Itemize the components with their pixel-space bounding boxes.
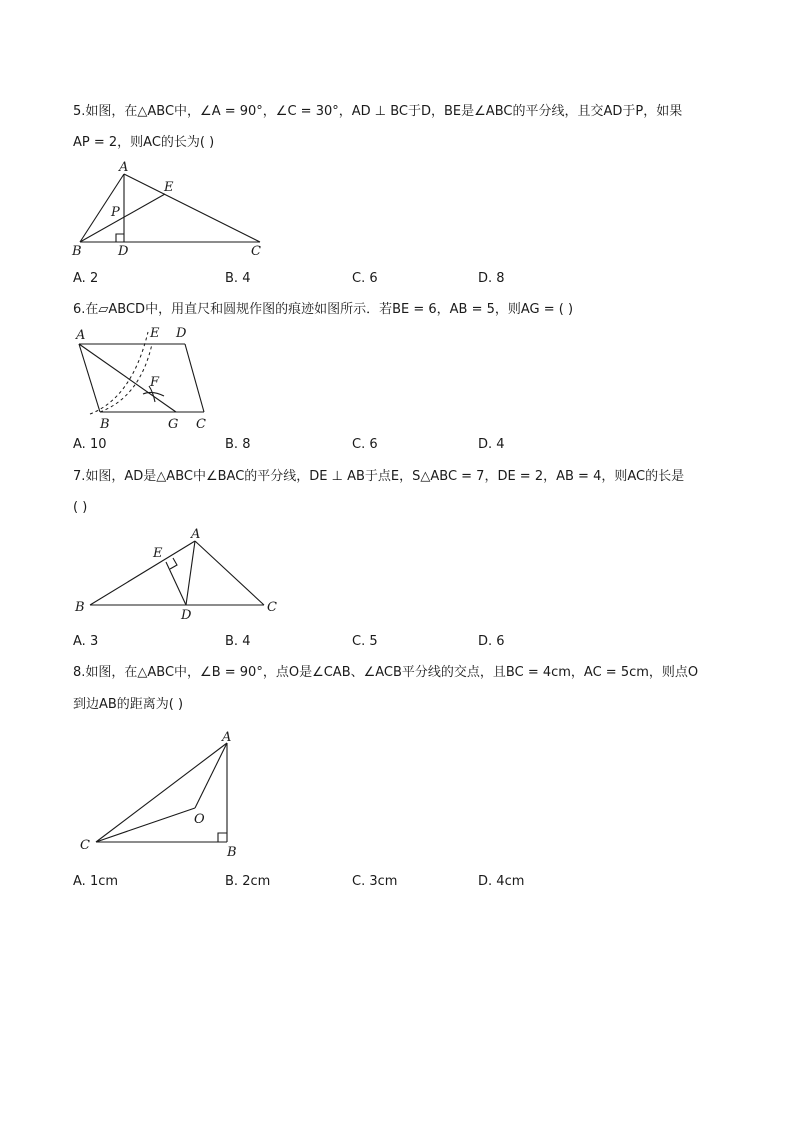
- q8-right-angle-mark: [218, 833, 227, 842]
- q7-label-a: A: [191, 527, 201, 542]
- q5-label-p: P: [111, 205, 120, 220]
- q6-label-c: C: [196, 417, 206, 432]
- q5-label-c: C: [251, 244, 261, 259]
- q8-option-d[interactable]: D. 4cm: [478, 874, 525, 889]
- q7-right-angle-mark: [170, 558, 177, 569]
- q8-label-c: C: [80, 838, 90, 853]
- q7-text-line2: ( ): [73, 500, 88, 515]
- q6-figure: [70, 322, 230, 434]
- q5-text-line1: 5.如图，在△ABC中，∠A = 90°，∠C = 30°，AD ⊥ BC于D，BE是∠ABC的平分线，且交AD于P，如果: [73, 104, 683, 119]
- q5-bisector-be: [80, 194, 165, 242]
- q6-text-line1: 6.在▱ABCD中，用直尺和圆规作图的痕迹如图所示．若BE = 6，AB = 5，则AG = ( ): [73, 302, 574, 317]
- q8-label-o: O: [194, 812, 205, 827]
- q6-option-c[interactable]: C. 6: [352, 437, 378, 452]
- q6-label-g: G: [168, 417, 179, 432]
- q5-label-e: E: [164, 180, 174, 195]
- q8-label-b: B: [227, 845, 237, 860]
- q7-label-c: C: [267, 600, 277, 615]
- q5-label-a: A: [119, 160, 129, 175]
- q7-label-e: E: [153, 546, 163, 561]
- q5-text-line2: AP = 2，则AC的长为( ): [73, 135, 215, 150]
- q6-bisector-ag: [79, 344, 176, 412]
- q7-option-a[interactable]: A. 3: [73, 634, 99, 649]
- q6-side-ab: [79, 344, 100, 412]
- q6-option-a[interactable]: A. 10: [73, 437, 107, 452]
- q6-arc-be: [100, 344, 152, 412]
- q5-figure: [70, 158, 270, 263]
- q6-option-b[interactable]: B. 8: [225, 437, 251, 452]
- q5-option-c[interactable]: C. 6: [352, 271, 378, 286]
- q6-option-d[interactable]: D. 4: [478, 437, 505, 452]
- q5-option-b[interactable]: B. 4: [225, 271, 251, 286]
- q7-option-b[interactable]: B. 4: [225, 634, 251, 649]
- q7-side-ab: [90, 541, 195, 605]
- q7-label-b: B: [75, 600, 85, 615]
- q5-label-d: D: [118, 244, 129, 259]
- q8-option-b[interactable]: B. 2cm: [225, 874, 271, 889]
- q8-side-ac: [96, 743, 227, 842]
- q6-label-a: A: [76, 328, 86, 343]
- q5-right-angle-mark: [116, 234, 124, 242]
- q6-label-b: B: [100, 417, 110, 432]
- q7-option-d[interactable]: D. 6: [478, 634, 505, 649]
- q8-text-line2: 到边AB的距离为( ): [73, 697, 184, 712]
- q8-segment-ao: [195, 743, 227, 808]
- q7-label-d: D: [181, 608, 192, 623]
- q8-segment-co: [96, 808, 195, 842]
- q8-option-c[interactable]: C. 3cm: [352, 874, 398, 889]
- q7-text-line1: 7.如图，AD是△ABC中∠BAC的平分线，DE ⊥ AB于点E，S△ABC = 7，DE = 2，AB = 4，则AC的长是: [73, 469, 685, 484]
- q5-option-d[interactable]: D. 8: [478, 271, 505, 286]
- q8-option-a[interactable]: A. 1cm: [73, 874, 119, 889]
- q6-label-d: D: [176, 326, 187, 341]
- q6-label-e: E: [150, 326, 160, 341]
- q7-option-c[interactable]: C. 5: [352, 634, 378, 649]
- q8-label-a: A: [222, 730, 232, 745]
- q5-side-ac: [124, 174, 260, 242]
- q8-figure: [70, 726, 250, 866]
- q6-label-f: F: [150, 375, 160, 390]
- q6-side-dc: [185, 344, 204, 412]
- q5-option-a[interactable]: A. 2: [73, 271, 99, 286]
- q7-bisector-ad: [186, 541, 195, 605]
- q7-figure: [70, 524, 285, 624]
- q7-perp-de: [166, 562, 186, 605]
- q8-text-line1: 8.如图，在△ABC中，∠B = 90°，点O是∠CAB、∠ACB平分线的交点，且BC = 4cm，AC = 5cm，则点O: [73, 665, 699, 680]
- q5-label-b: B: [72, 244, 82, 259]
- q7-side-ac: [195, 541, 264, 605]
